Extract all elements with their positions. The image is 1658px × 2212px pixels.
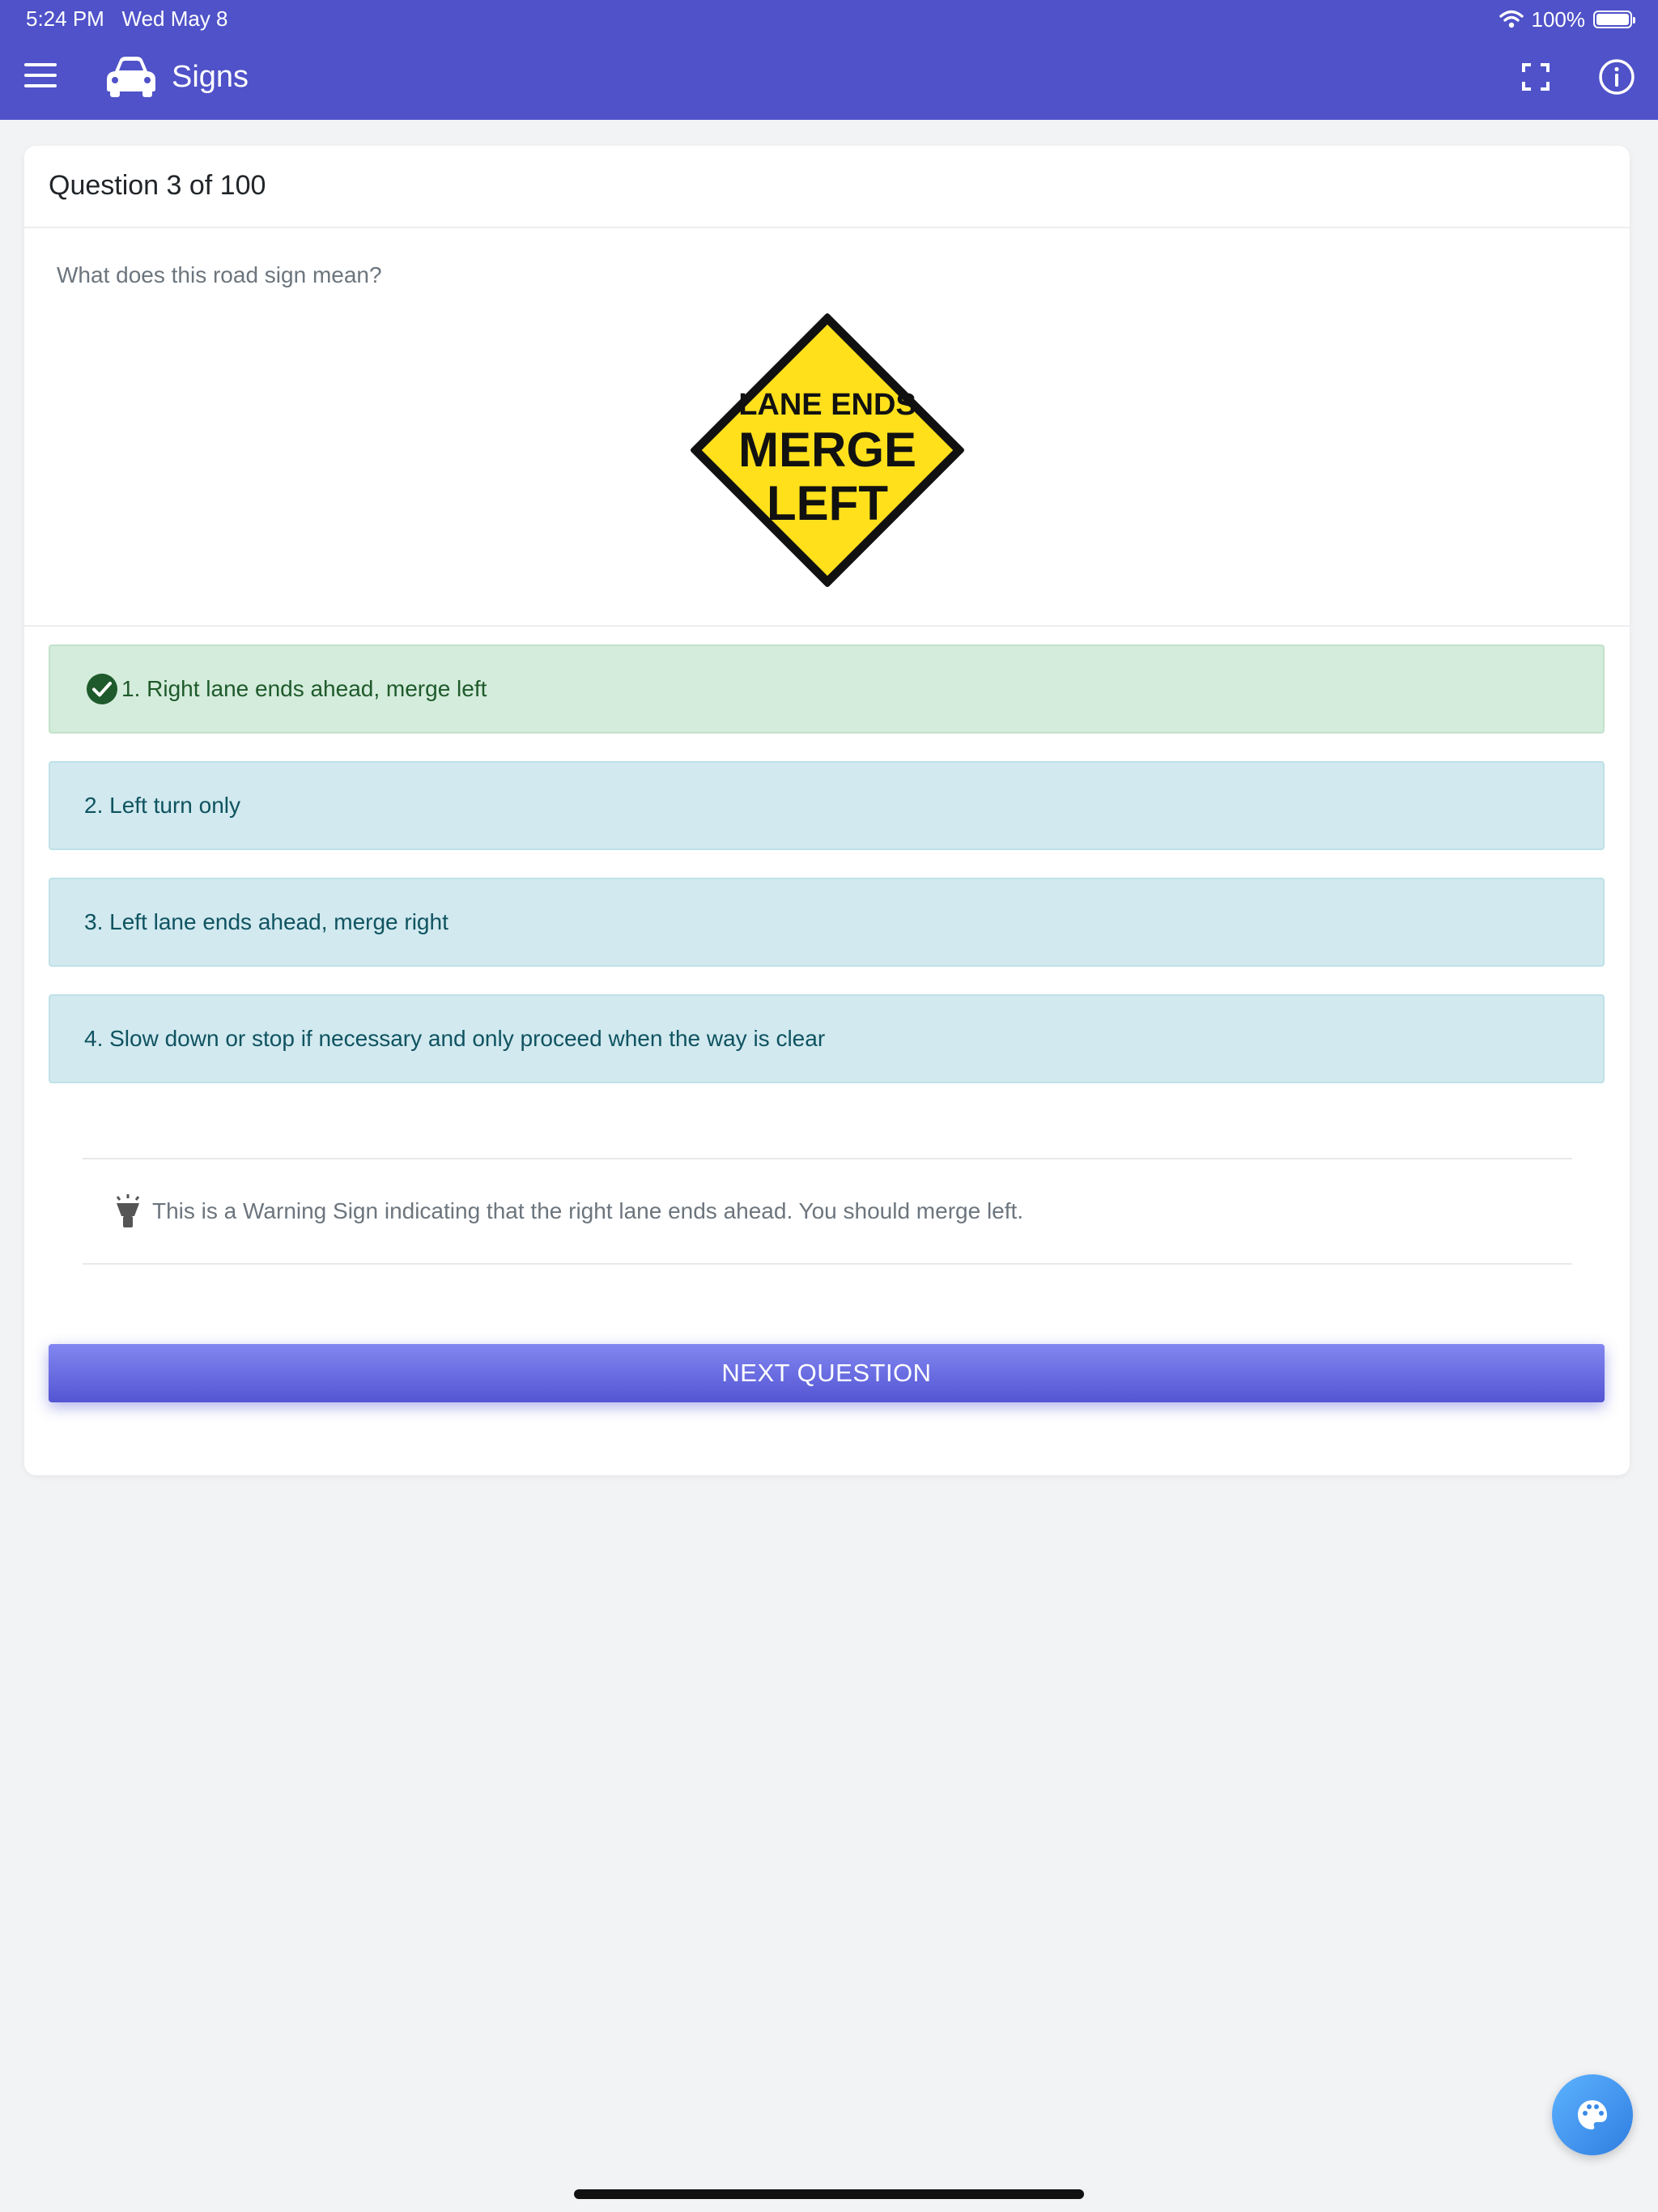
status-time (26, 6, 228, 32)
home-indicator[interactable] (574, 2189, 1084, 2199)
app-title: Signs (172, 60, 249, 94)
info-icon[interactable] (1598, 58, 1635, 96)
battery-icon (1593, 11, 1632, 28)
card-header (24, 146, 1630, 228)
answer-option-4[interactable] (49, 994, 1605, 1083)
sign-text-left: LEFT (767, 476, 888, 530)
wifi-icon (1499, 10, 1524, 29)
check-circle-icon (86, 673, 118, 705)
answer-label: 2. Left turn only (84, 793, 241, 818)
explanation-text: This is a Warning Sign indicating that the right lane ends ahead. You should merge left. (152, 1198, 1024, 1223)
menu-icon[interactable] (24, 63, 57, 87)
sign-text-lane-ends: LANE ENDS (738, 388, 916, 422)
app-header (0, 0, 1658, 120)
next-question-button[interactable]: NEXT QUESTION (49, 1344, 1605, 1402)
answer-label: 3. Left lane ends ahead, merge right (84, 909, 449, 934)
status-indicators (1499, 6, 1633, 32)
battery-percent: 100% (1531, 6, 1585, 32)
theme-button[interactable] (1552, 2074, 1633, 2155)
question-prompt: What does this road sign mean? (57, 262, 382, 287)
fullscreen-icon[interactable] (1522, 63, 1550, 91)
status-date: Wed May 8 (121, 6, 228, 31)
sign-text-merge: MERGE (738, 423, 917, 477)
lightbulb-icon (113, 1193, 142, 1231)
answer-option-2[interactable] (49, 761, 1605, 850)
question-card (24, 146, 1630, 1475)
answer-label: 4. Slow down or stop if necessary and only proceed when the way is clear (84, 1026, 826, 1051)
palette-icon (1576, 2099, 1609, 2131)
answer-option-1[interactable] (49, 644, 1605, 734)
explanation-panel (83, 1158, 1572, 1265)
question-counter: Question 3 of 100 (49, 170, 266, 201)
divider (24, 625, 1630, 627)
road-sign-image (690, 313, 965, 588)
answer-option-3[interactable] (49, 878, 1605, 967)
status-clock: 5:24 PM (26, 6, 104, 31)
answer-label: 1. Right lane ends ahead, merge left (121, 676, 487, 701)
car-icon (104, 53, 159, 99)
